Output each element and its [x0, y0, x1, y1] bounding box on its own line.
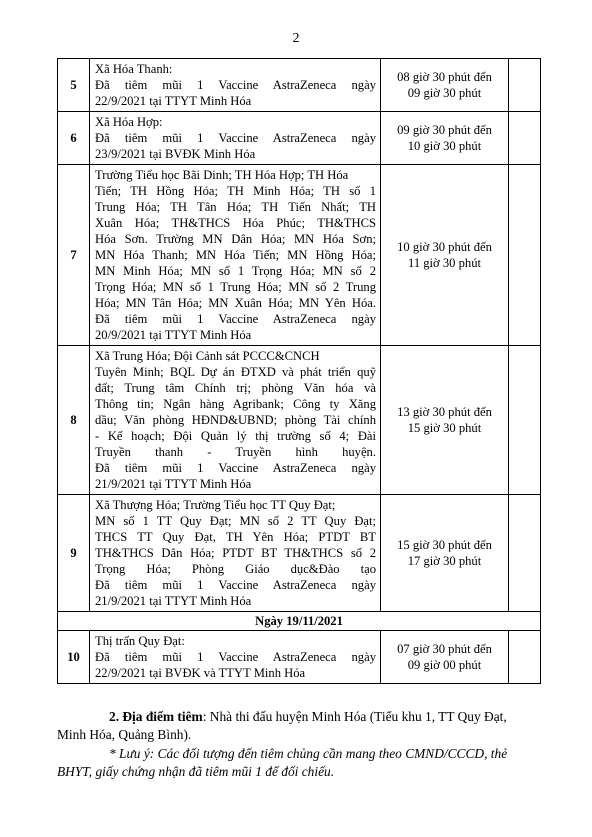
table-row	[58, 495, 541, 612]
row-content	[90, 346, 381, 495]
content-line: 21/9/2021 tại TTYT Minh Hóa	[95, 477, 252, 491]
content-line: MN Minh Hóa; MN số 1 Trọng Hóa; MN số 2	[95, 264, 376, 278]
row-content	[90, 59, 381, 112]
time-line: 07 giờ 30 phút đến	[397, 642, 492, 656]
content-line: Trọng Hóa; MN số 1 Trung Hóa; MN số 2 Trung	[95, 280, 376, 294]
time-line: 09 giờ 30 phút đến	[397, 123, 492, 137]
content-line: Đã tiêm mũi 1 Vaccine AstraZeneca ngày	[95, 312, 376, 326]
table-row	[58, 59, 541, 112]
content-line: 23/9/2021 tại BVĐK Minh Hóa	[95, 147, 256, 161]
row-note	[509, 495, 541, 612]
table-row	[58, 165, 541, 346]
content-line: MN số 1 TT Quy Đạt; MN số 2 TT Quy Đạt;	[95, 514, 376, 528]
content-line: Trường Tiểu học Bãi Dinh; TH Hóa Hợp; TH Hóa	[95, 168, 349, 182]
row-time	[381, 59, 509, 112]
row-number: 8	[58, 346, 90, 495]
row-content	[90, 165, 381, 346]
content-line: Xã Trung Hóa; Đội Cảnh sát PCCC&CNCH	[95, 349, 320, 363]
time-line: 15 giờ 30 phút đến	[397, 538, 492, 552]
row-content	[90, 495, 381, 612]
table-row	[58, 631, 541, 684]
content-line: 20/9/2021 tại TTYT Minh Hóa	[95, 328, 252, 342]
row-number: 6	[58, 112, 90, 165]
time-line: 10 giờ 30 phút đến	[397, 240, 492, 254]
row-note	[509, 346, 541, 495]
note-text-line1: : Các đối tượng đến tiêm chủng cần mang theo CMND/CCCD, thẻ	[149, 746, 508, 761]
row-time	[381, 165, 509, 346]
row-note	[509, 631, 541, 684]
row-content	[90, 112, 381, 165]
location-text-line2: Minh Hóa, Quảng Bình).	[57, 727, 192, 742]
row-time	[381, 631, 509, 684]
content-line: Trọng Hóa; Phòng Giáo dục&Đào tạo	[95, 562, 376, 576]
row-time	[381, 112, 509, 165]
time-line: 13 giờ 30 phút đến	[397, 405, 492, 419]
row-number: 7	[58, 165, 90, 346]
content-line: Tiến; TH Hồng Hóa; TH Minh Hóa; TH số 1	[95, 184, 376, 198]
content-line: Trung Hóa; TH Tân Hóa; TH Tiến Nhất; TH	[95, 200, 376, 214]
content-line: Xã Hóa Hợp:	[95, 115, 163, 129]
row-number: 9	[58, 495, 90, 612]
content-line: Xã Thượng Hóa; Trường Tiểu học TT Quy Đạt;	[95, 498, 336, 512]
content-line: THCS TT Quy Đạt, TH Yên Hóa; PTDT BT	[95, 530, 376, 544]
content-line: 22/9/2021 tại TTYT Minh Hóa	[95, 94, 252, 108]
note-paragraph	[57, 745, 547, 781]
content-line: Thông tin; Ngân hàng Agribank; Công ty Xăng	[95, 397, 376, 411]
content-line: Đã tiêm mũi 1 Vaccine AstraZeneca ngày	[95, 461, 376, 475]
content-line: Đã tiêm mũi 1 Vaccine AstraZeneca ngày	[95, 131, 376, 145]
row-content	[90, 631, 381, 684]
content-line: Truyền thanh - Truyền hình huyện.	[95, 445, 376, 459]
time-line: 11 giờ 30 phút	[407, 256, 481, 270]
content-line: Hóa Sơn. Trường MN Dân Hóa; MN Hóa Sơn;	[95, 232, 376, 246]
time-line: 09 giờ 00 phút	[407, 658, 482, 672]
row-note	[509, 59, 541, 112]
location-text-line1: : Nhà thi đấu huyện Minh Hóa (Tiểu khu 1, TT Quy Đạt,	[202, 709, 507, 724]
content-line: Đã tiêm mũi 1 Vaccine AstraZeneca ngày	[95, 650, 376, 664]
location-label: 2. Địa điểm tiêm	[109, 709, 203, 724]
time-line: 08 giờ 30 phút đến	[397, 70, 492, 84]
content-line: Xã Hóa Thanh:	[95, 62, 173, 76]
time-line: 17 giờ 30 phút	[407, 554, 482, 568]
row-time	[381, 346, 509, 495]
content-line: dầu; Văn phòng HĐND&UBND; phòng Tài chính	[95, 413, 376, 427]
content-line: 21/9/2021 tại TTYT Minh Hóa	[95, 594, 252, 608]
content-line: MN Hóa Thanh; MN Hóa Tiến; MN Hồng Hóa;	[95, 248, 376, 262]
content-line: Tuyên Minh; BQL Dự án ĐTXD và phát triển quỹ	[95, 365, 376, 379]
table-row	[58, 346, 541, 495]
content-line: - Kế hoạch; Đội Quản lý thị trường số 4; Đài	[95, 429, 376, 443]
row-time	[381, 495, 509, 612]
note-label: * Lưu ý	[109, 746, 150, 761]
row-number: 10	[58, 631, 90, 684]
table-row	[58, 112, 541, 165]
content-line: TH&THCS Dân Hóa; PTDT BT TH&THCS số 2	[95, 546, 376, 560]
day-header: Ngày 19/11/2021	[58, 612, 541, 631]
content-line: đất; Trung tâm Chính trị; phòng Văn hóa và	[95, 381, 376, 395]
time-line: 15 giờ 30 phút	[407, 421, 482, 435]
content-line: Xuân Hóa; TH&THCS Hóa Phúc; TH&THCS	[95, 216, 376, 230]
time-line: 10 giờ 30 phút	[407, 139, 482, 153]
row-note	[509, 112, 541, 165]
vaccination-schedule-table	[57, 58, 541, 684]
location-paragraph	[57, 708, 547, 744]
content-line: Đã tiêm mũi 1 Vaccine AstraZeneca ngày	[95, 78, 376, 92]
content-line: Thị trấn Quy Đạt:	[95, 634, 185, 648]
content-line: Đã tiêm mũi 1 Vaccine AstraZeneca ngày	[95, 578, 376, 592]
time-line: 09 giờ 30 phút	[407, 86, 482, 100]
content-line: Hóa; MN Tân Hóa; MN Xuân Hóa; MN Yên Hóa.	[95, 296, 376, 310]
day-header-row	[58, 612, 541, 631]
row-note	[509, 165, 541, 346]
page-number: 2	[292, 31, 300, 46]
row-number: 5	[58, 59, 90, 112]
note-text-line2: BHYT, giấy chứng nhận đã tiêm mũi 1 để đối chiếu.	[57, 764, 335, 779]
content-line: 22/9/2021 tại BVĐK và TTYT Minh Hóa	[95, 666, 306, 680]
schedule-body	[58, 59, 541, 684]
